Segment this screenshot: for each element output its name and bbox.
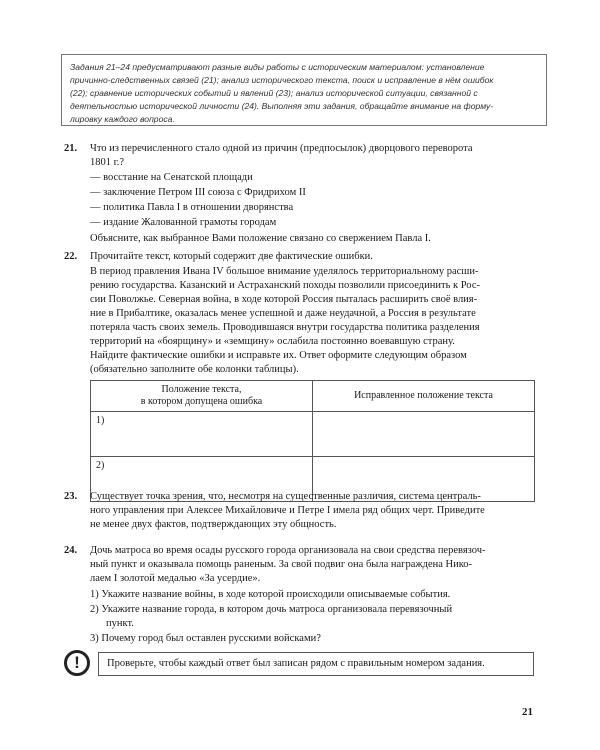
instructions-line: лировку каждого вопроса.	[70, 114, 175, 124]
task-22-text-line: территорий на «боярщину» и «земщину» ослабила постоянно воевавшую страну.	[90, 336, 455, 347]
task-24-question-2-cont: пункт.	[106, 618, 134, 629]
answer-table	[90, 380, 535, 502]
task-21-question: Что из перечисленного стало одной из причин (предпосылок) дворцового переворота	[90, 143, 473, 154]
task-24-question-3: 3) Почему город был оставлен русскими войсками?	[90, 633, 321, 644]
task-22-instruction: (обязательно заполните обе колонки таблицы).	[90, 364, 299, 375]
answer-cell-error-2[interactable]: 2)	[91, 457, 313, 502]
task-22-prompt: Прочитайте текст, который содержит две фактические ошибки.	[90, 251, 373, 262]
instructions-box	[61, 54, 547, 126]
task-22-text-line: сии Поволжье. Северная война, в ходе которой Россия пыталась расширить своё влия-	[90, 294, 478, 305]
task-22-instruction: Найдите фактические ошибки и исправьте их. Ответ оформите следующим образом	[90, 350, 467, 361]
task-24-text-line: лаем I золотой медалью «За усердие».	[90, 573, 261, 584]
task-24-text-line: ный пункт и оказывала помощь раненым. За свой подвиг она была награждена Нико-	[90, 559, 473, 570]
task-21-option: — политика Павла I в отношении дворянства	[90, 202, 294, 213]
task-21-option: — издание Жалованной грамоты городам	[90, 217, 277, 228]
task-21-number: 21.	[64, 143, 78, 154]
task-21-option: — восстание на Сенатской площади	[90, 172, 253, 183]
answer-table-header-correction: Исправленное положение текста	[313, 381, 535, 412]
answer-cell-error-1[interactable]: 1)	[91, 412, 313, 457]
exclamation-icon: !	[64, 650, 90, 676]
task-24-number: 24.	[64, 545, 78, 556]
task-24-question-1: 1) Укажите название войны, в ходе которой происходили описываемые события.	[90, 589, 451, 600]
instructions-line: деятельностью исторической личности (24). Выполняя эти задания, обращайте внимание на форму-	[70, 101, 494, 111]
task-23-number: 23.	[64, 491, 78, 502]
task-23-text-line: Существует точка зрения, что, несмотря на существенные различия, система централь-	[90, 491, 481, 502]
task-24-question-2: 2) Укажите название города, в котором дочь матроса организовала перевязочный	[90, 604, 453, 615]
task-22-text-line: В период правления Ивана IV большое внимание уделялось территориальному расши-	[90, 266, 479, 277]
task-21-followup: Объясните, как выбранное Вами положение связано со свержением Павла I.	[90, 233, 431, 244]
notice-box: Проверьте, чтобы каждый ответ был записан рядом с правильным номером задания.	[98, 652, 534, 676]
task-22-text-line: потеряла часть своих земель. Проводившаяся внутри государства политика разделения	[90, 322, 480, 333]
task-22-text-line: рению государства. Казанский и Астраханский походы позволили присоединить к Рос-	[90, 280, 480, 291]
task-24-text-line: Дочь матроса во время осады русского города организовала на свои средства перевязоч-	[90, 545, 486, 556]
task-22-number: 22.	[64, 251, 78, 262]
answer-table-header-error: Положение текста, в котором допущена ошибка	[91, 381, 313, 412]
task-22-text-line: ние в Прибалтике, оказалась менее успешной и даже неудачной, а Россия в результате	[90, 308, 476, 319]
task-21-question: 1801 г.?	[90, 157, 125, 168]
task-21-option: — заключение Петром III союза с Фридрихом II	[90, 187, 306, 198]
instructions-line: Задания 21–24 предусматривают разные виды работы с историческим материалом: установление	[70, 62, 485, 72]
answer-cell-correction-1[interactable]	[313, 412, 535, 457]
task-23-text-line: ного управления при Алексее Михайловиче и Петре I имела ряд общих черт. Приведите	[90, 505, 485, 516]
page-number: 21	[522, 706, 533, 718]
instructions-line: причинно-следственных связей (21); анализ исторического текста, поиск и исправление в нём ошибок	[70, 75, 494, 85]
instructions-line: (22); сравнение исторических событий и явлений (23); анализ исторической ситуации, связанной с	[70, 88, 478, 98]
task-23-text-line: не менее двух фактов, подтверждающих эту общность.	[90, 519, 337, 530]
